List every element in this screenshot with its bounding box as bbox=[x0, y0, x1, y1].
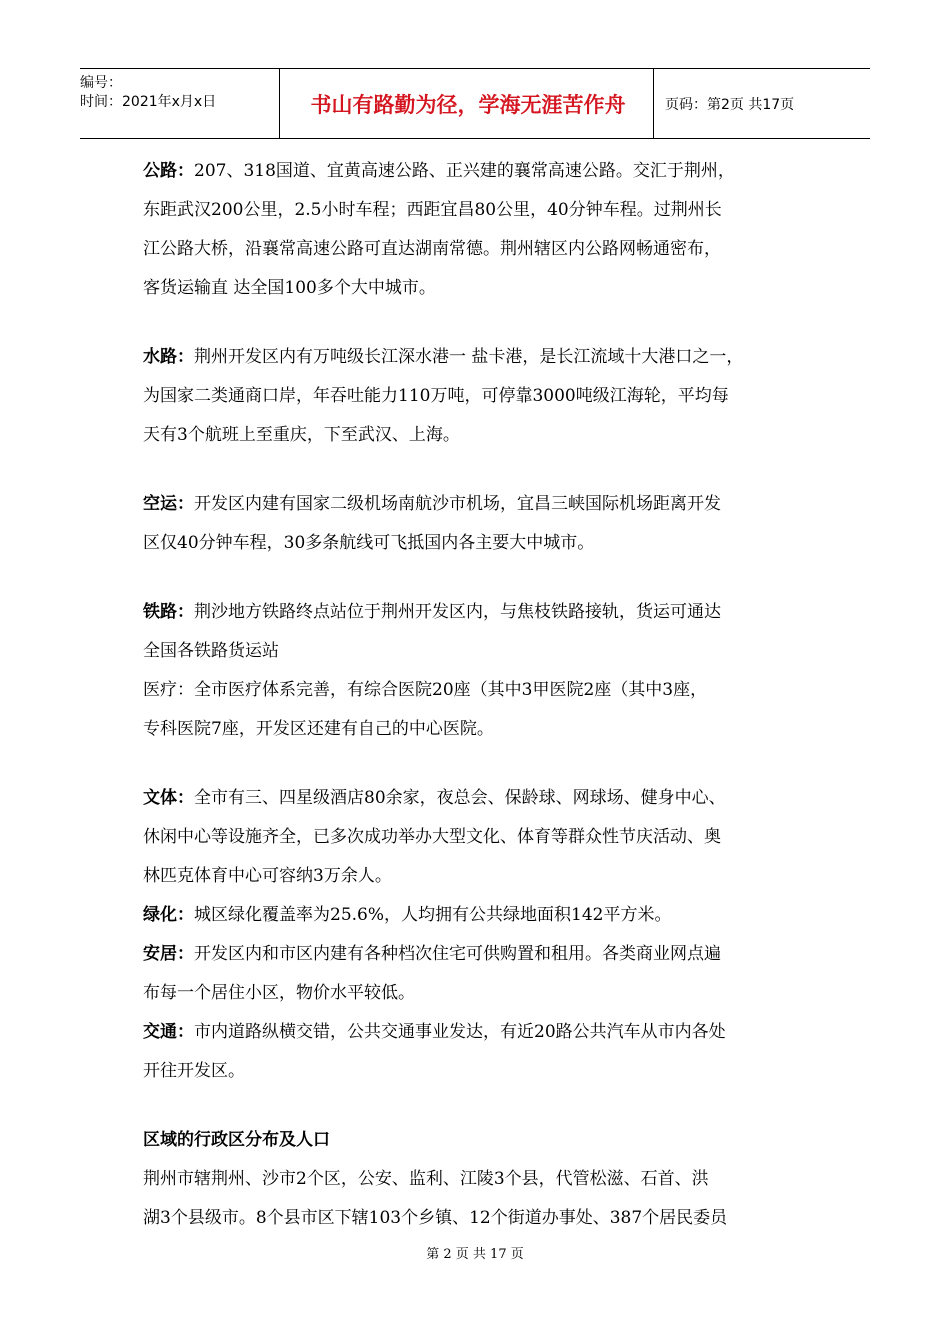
section-label: 交通： bbox=[143, 1022, 194, 1042]
header-left-cell bbox=[80, 69, 280, 138]
section-air: 空运：开发区内建有国家二级机场南航沙市机场，宜昌三峡国际机场距离开发 区仅40分钟车程，30多条航线可飞抵国内各主要大中城市。 bbox=[143, 494, 721, 553]
section-green: 绿化：城区绿化覆盖率为25.6%，人均拥有公共绿地面积142平方米。 bbox=[143, 905, 672, 925]
section-culture: 文体：全市有三、四星级酒店80余家，夜总会、保龄球、网球场、健身中心、 休闲中心等设施齐全，已多次成功举办大型文化、体育等群众性节庆活动、奥 林匹克体育中心可容纳3万余人。 bbox=[143, 788, 726, 886]
document-number-label: 编号： bbox=[80, 75, 122, 91]
page-footer: 第 2 页 共 17 页 bbox=[426, 1247, 524, 1262]
section-rail: 铁路：荆沙地方铁路终点站位于荆州开发区内，与焦枝铁路接轨，货运可通达 全国各铁路货运站 bbox=[143, 602, 721, 661]
section-label: 绿化： bbox=[143, 905, 194, 925]
section-label: 水路： bbox=[143, 347, 194, 367]
section-label: 文体： bbox=[143, 788, 194, 808]
page-header bbox=[80, 68, 870, 139]
section-label: 安居： bbox=[143, 944, 194, 964]
section-road: 公路：207、318国道、宜黄高速公路、正兴建的襄常高速公路。交汇于荆州， 东距武汉200公里，2.5小时车程；西距宜昌80公里，40分钟车程。过荆州长 江公路大桥，沿襄常高速公路可直达湖南常德。荆州辖区内公路网畅通密布， 客货运输直 达全国100多个大中城市。 bbox=[143, 161, 735, 298]
section-housing: 安居：开发区内和市区内建有各种档次住宅可供购置和租用。各类商业网点遍 布每一个居住小区，物价水平较低。 bbox=[143, 944, 721, 1003]
header-motto: 书山有路勤为径，学海无涯苦作舟 bbox=[283, 69, 654, 138]
section-traffic: 交通：市内道路纵横交错，公共交通事业发达，有近20路公共汽车从市内各处 开往开发区。 bbox=[143, 1022, 726, 1081]
section-water: 水路：荆州开发区内有万吨级长江深水港一 盐卡港，是长江流域十大港口之一， 为国家二类通商口岸，年吞吐能力110万吨，可停靠3000吨级江海轮，平均每 天有3个航班上至重庆，下至武汉、上海。 bbox=[143, 347, 744, 445]
section-heading: 区域的行政区分布及人口 bbox=[143, 1130, 330, 1150]
section-label: 公路： bbox=[143, 161, 194, 181]
section-label: 铁路： bbox=[143, 602, 194, 622]
section-label: 空运： bbox=[143, 494, 194, 514]
section-admin: 区域的行政区分布及人口 荆州市辖荆州、沙市2个区，公安、监利、江陵3个县，代管松滋、石首、洪 湖3个县级市。8个县市区下辖103个乡镇、12个街道办事处、387个居民委员 bbox=[143, 1130, 728, 1228]
document-date: 时间：2021年x月x日 bbox=[80, 94, 217, 110]
section-medical: 医疗：全市医疗体系完善，有综合医院20座（其中3甲医院2座（其中3座， 专科医院7座，开发区还建有自己的中心医院。 bbox=[143, 680, 708, 739]
header-page-info: 页码：第2页 共17页 bbox=[665, 96, 795, 113]
document-body bbox=[143, 152, 823, 1238]
